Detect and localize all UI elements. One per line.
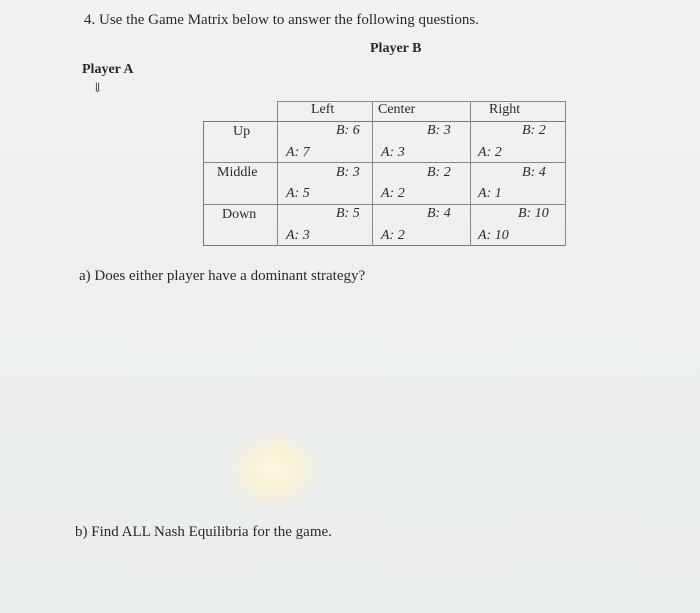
col-divider-4 <box>565 101 566 246</box>
payoff-b-up-right: B: 2 <box>522 123 546 138</box>
payoff-b-up-left: B: 6 <box>336 123 360 138</box>
question-text: 4. Use the Game Matrix below to answer the following questions. <box>84 12 479 28</box>
payoff-b-down-left: B: 5 <box>336 206 360 221</box>
payoff-a-down-right: A: 10 <box>478 228 509 243</box>
col-divider-1 <box>277 101 278 246</box>
col-header-left: Left <box>311 102 335 117</box>
part-b-question: b) Find ALL Nash Equilibria for the game. <box>75 524 332 540</box>
col-divider-2 <box>372 101 373 246</box>
col-header-center: Center <box>378 102 416 117</box>
row-label-up: Up <box>233 124 251 139</box>
player-a-label: Player A <box>82 62 134 77</box>
col-divider-3 <box>470 101 471 246</box>
payoff-b-middle-left: B: 3 <box>336 165 360 180</box>
light-glare <box>228 430 318 510</box>
payoff-b-down-right: B: 10 <box>518 206 549 221</box>
payoff-a-middle-center: A: 2 <box>381 186 405 201</box>
row-label-down: Down <box>222 207 257 222</box>
row-label-middle: Middle <box>217 165 258 180</box>
part-a-question: a) Does either player have a dominant strategy? <box>79 268 366 284</box>
payoff-b-up-center: B: 3 <box>427 123 451 138</box>
payoff-a-middle-left: A: 5 <box>286 186 310 201</box>
payoff-a-up-center: A: 3 <box>381 145 405 160</box>
payoff-a-up-left: A: 7 <box>286 145 310 160</box>
player-b-label: Player B <box>370 41 422 56</box>
payoff-a-up-right: A: 2 <box>478 145 502 160</box>
payoff-a-down-left: A: 3 <box>286 228 310 243</box>
col-header-right: Right <box>489 102 521 117</box>
payoff-b-middle-center: B: 2 <box>427 165 451 180</box>
row-divider-2 <box>203 204 566 205</box>
down-arrow-icon: ⇓ <box>92 80 103 95</box>
payoff-b-down-center: B: 4 <box>427 206 451 221</box>
payoff-b-middle-right: B: 4 <box>522 165 546 180</box>
row-divider-1 <box>203 162 566 163</box>
payoff-a-middle-right: A: 1 <box>478 186 502 201</box>
payoff-a-down-center: A: 2 <box>381 228 405 243</box>
